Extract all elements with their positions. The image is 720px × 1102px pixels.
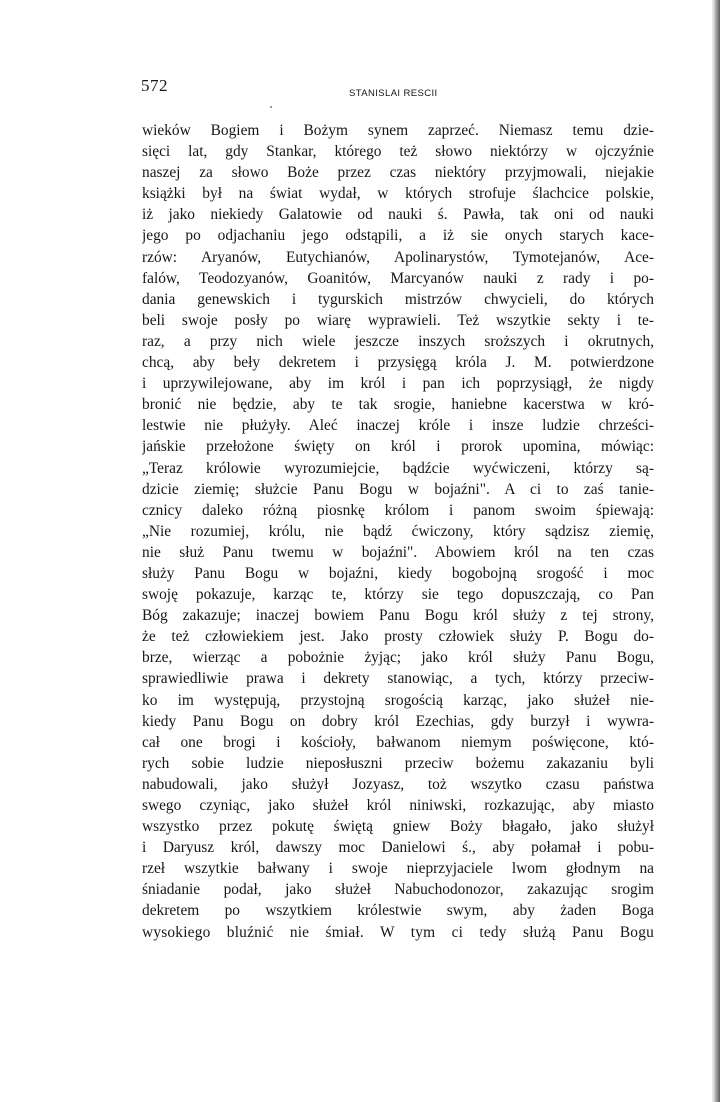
text-line: dania genewskich i tygurskich mistrzów chwycieli, do których xyxy=(142,290,654,308)
text-line: ko im występują, przystojną srogością karząc, jako służeł nie- xyxy=(142,691,654,709)
text-line: dzicie ziemię; służcie Panu Bogu w bojaźni". A ci to zaś tanie- xyxy=(142,480,654,498)
text-line: wieków Bogiem i Bożym synem zaprzeć. Niemasz temu dzie- xyxy=(142,122,654,139)
text-line: beli swoje posły po wiarę wyprawieli. Też wszytkie sekty i te- xyxy=(142,311,654,329)
running-header: STANISLAI RESCII xyxy=(349,88,438,99)
text-line: lestwie nie płużyły. Aleć inaczej króle i insze ludzie chrześci- xyxy=(142,417,654,435)
text-line: sprawiedliwie prawa i dekrety stanowiąc, a tych, którzy przeciw- xyxy=(142,670,654,688)
text-line: „Teraz królowie wyrozumiejcie, bądźcie wyćwiczeni, którzy są- xyxy=(142,459,654,477)
text-line: wszystko przez pokutę świętą gniew Boży błagało, jako służył xyxy=(142,818,654,836)
page-edge-shadow xyxy=(714,0,720,1102)
text-line: kiedy Panu Bogu on dobry król Ezechias, gdy burzył i wywra- xyxy=(142,712,654,730)
text-line: swego czyniąc, jako służeł król niniwski, rozkazując, aby miasto xyxy=(142,797,654,814)
ink-speck xyxy=(270,106,272,108)
text-line: nie służ Panu twemu w bojaźni". Abowiem król na ten czas xyxy=(142,543,654,561)
text-line: naszej za słowo Boże przez czas niektóry przyjmowali, niejakie xyxy=(142,164,654,182)
text-line: rzów: Aryanów, Eutychianów, Apolinarystów, Tymotejanów, Ace- xyxy=(142,248,654,266)
text-line: że też człowiekiem jest. Jako prosty człowiek służy P. Bogu do- xyxy=(142,628,654,646)
text-line: chcą, aby beły dekretem i przysięgą króla J. M. potwierdzone xyxy=(142,354,654,372)
text-line: „Nie rozumiej, królu, nie bądź ćwiczony, który sądzisz ziemię, xyxy=(142,522,654,540)
text-line: jańskie przełożone święty on król i prorok upomina, mówiąc: xyxy=(142,438,654,456)
text-line: swoję pokazuje, karząc te, którzy sie tego dopuszczają, co Pan xyxy=(142,586,654,604)
text-line: wysokiego bluźnić nie śmiał. W tym ci tedy służą Panu Bogu xyxy=(142,923,654,941)
text-line: sięci lat, gdy Stankar, którego też słowo niektórzy w ojczyźnie xyxy=(142,143,654,161)
text-line: raz, a przy nich wiele jeszcze inszych sroższych i okrutnych, xyxy=(142,332,654,350)
text-line: nabudowali, jako służył Jozyasz, toż wszytko czasu państwa xyxy=(142,775,654,793)
text-line: i Daryusz król, dawszy moc Danielowi ś., aby połamał i pobu- xyxy=(142,839,654,857)
body-text xyxy=(142,120,654,943)
text-line: Bóg zakazuje; inaczej bowiem Panu Bogu król służy z tej strony, xyxy=(142,607,654,625)
text-line: iż jako niekiedy Galatowie od nauki ś. Pawła, tak oni od nauki xyxy=(142,206,654,224)
text-line: brze, wierząc a pobożnie żyjąc; jako król służy Panu Bogu, xyxy=(142,649,654,667)
text-line: śniadanie podał, jako służeł Nabuchodonozor, zakazując srogim xyxy=(142,881,654,899)
text-line: cał one brogi i kościoły, bałwanom niemym poświęcone, któ- xyxy=(142,733,654,751)
text-line: falów, Teodozyanów, Goanitów, Marcyanów nauki z rady i po- xyxy=(142,269,654,287)
text-line: książki był na świat wydał, w których strofuje ślachcice polskie, xyxy=(142,185,654,203)
text-line: cznicy daleko różną piosnkę królom i panom swoim śpiewają: xyxy=(142,501,654,519)
text-line: jego po odjachaniu jego odstąpili, a iż sie onych starych kace- xyxy=(142,227,654,245)
page-number: 572 xyxy=(141,76,168,95)
text-line: rzeł wszytkie bałwany i swoje nieprzyjaciele lwom głodnym na xyxy=(142,860,654,878)
text-line: dekretem po wszytkiem królestwie swym, aby żaden Boga xyxy=(142,902,654,920)
text-line: bronić nie będzie, aby te tak srogie, haniebne kacerstwa w kró- xyxy=(142,396,654,414)
text-line: rych sobie ludzie nieposłuszni przeciw bożemu zakazaniu byli xyxy=(142,754,654,772)
text-line: służy Panu Bogu w bojaźni, kiedy bogobojną srogość i moc xyxy=(142,564,654,582)
text-line: i uprzywilejowane, aby im król i pan ich poprzysiągł, że nigdy xyxy=(142,375,654,393)
